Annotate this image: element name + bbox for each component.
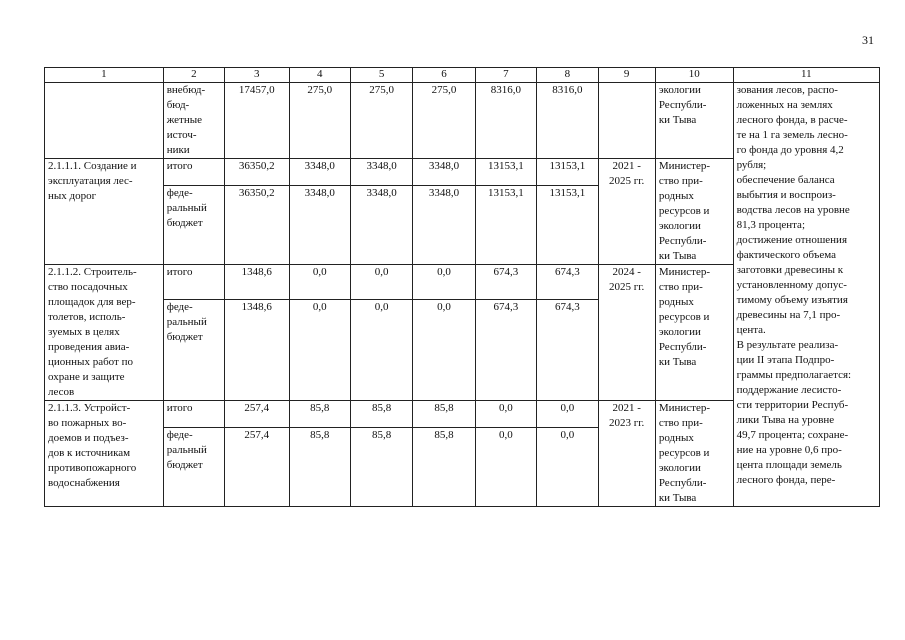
header-cell-4: 4 bbox=[289, 68, 350, 83]
cont-col2 bbox=[163, 83, 224, 159]
source-federal bbox=[163, 428, 224, 507]
text-line: внебюд- bbox=[166, 84, 206, 96]
text-line: ство посадочных bbox=[48, 281, 128, 293]
text-line: родных bbox=[658, 296, 694, 308]
text-line: установленному допус- bbox=[736, 279, 847, 291]
text-line: ресурсов и bbox=[658, 311, 710, 323]
text-line: ники bbox=[166, 144, 190, 156]
executor bbox=[655, 159, 733, 265]
federal-value: 85,8 bbox=[413, 428, 475, 507]
cont-col8: 8316,0 bbox=[537, 83, 598, 159]
total-value: 1348,6 bbox=[225, 265, 289, 300]
text-line: лесов bbox=[48, 386, 75, 398]
text-line: ки Тыва bbox=[658, 356, 697, 368]
total-value: 3348,0 bbox=[413, 159, 475, 186]
text-line: ресурсов и bbox=[658, 447, 710, 459]
total-value: 85,8 bbox=[289, 401, 350, 428]
text-line: доемов и подъез- bbox=[48, 432, 129, 444]
period bbox=[598, 265, 655, 401]
text-line: противопожарного bbox=[48, 462, 137, 474]
source-total: итого bbox=[163, 265, 224, 300]
header-cell-9: 9 bbox=[598, 68, 655, 83]
header-row bbox=[45, 68, 880, 83]
total-value: 0,0 bbox=[289, 265, 350, 300]
period bbox=[598, 401, 655, 507]
text-line: экологии bbox=[658, 220, 701, 232]
header-cell-6: 6 bbox=[413, 68, 475, 83]
federal-value: 0,0 bbox=[289, 300, 350, 401]
federal-value: 674,3 bbox=[537, 300, 598, 401]
total-value: 13153,1 bbox=[475, 159, 536, 186]
text-line: ционных работ по bbox=[48, 356, 133, 368]
cont-col1 bbox=[45, 83, 164, 159]
text-line: бюджет bbox=[166, 331, 203, 344]
text-line: ральный bbox=[166, 316, 207, 329]
continuation-row bbox=[45, 83, 880, 159]
federal-value: 36350,2 bbox=[225, 186, 289, 265]
text-line: граммы предполагается: bbox=[736, 369, 852, 381]
total-value: 3348,0 bbox=[289, 159, 350, 186]
text-line: Республи- bbox=[658, 477, 707, 489]
activity-name bbox=[45, 401, 164, 507]
text-line: охране и защите bbox=[48, 371, 125, 383]
text-line: ресурсов и bbox=[658, 205, 710, 217]
text-line: лесного фонда, пере- bbox=[736, 474, 836, 486]
text-line: во пожарных во- bbox=[48, 417, 127, 429]
federal-value: 0,0 bbox=[537, 428, 598, 507]
header-cell-5: 5 bbox=[350, 68, 412, 83]
federal-value: 674,3 bbox=[475, 300, 536, 401]
header-cell-3: 3 bbox=[225, 68, 289, 83]
text-line: Министер- bbox=[658, 266, 710, 278]
text-line: ложенных на землях bbox=[736, 99, 833, 111]
text-line: выбытия и воспроиз- bbox=[736, 189, 836, 201]
text-line: лики Тыва на уровне bbox=[736, 414, 835, 426]
text-line: проведения авиа- bbox=[48, 341, 130, 353]
total-value: 674,3 bbox=[537, 265, 598, 300]
federal-value: 257,4 bbox=[225, 428, 289, 507]
text-line: дов к источникам bbox=[48, 447, 131, 459]
text-line: 81,3 процента; bbox=[736, 219, 806, 231]
text-line: те на 1 га земель лесно- bbox=[736, 129, 848, 141]
text-line: бюджет bbox=[166, 459, 203, 472]
text-line: Министер- bbox=[658, 160, 710, 172]
table-body bbox=[45, 68, 880, 507]
text-line: ных дорог bbox=[48, 190, 97, 202]
text-line: площадок для вер- bbox=[48, 296, 136, 308]
text-line: зования лесов, распо- bbox=[736, 84, 838, 96]
text-line: го фонда до уровня 4,2 bbox=[736, 144, 844, 156]
text-line: цента площади земель bbox=[736, 459, 842, 471]
source-total: итого bbox=[163, 159, 224, 186]
total-value: 257,4 bbox=[225, 401, 289, 428]
text-line: ство при- bbox=[658, 175, 703, 187]
text-line: экологии bbox=[658, 84, 701, 96]
federal-value: 3348,0 bbox=[289, 186, 350, 265]
text-line: ние на уровне 0,6 про- bbox=[736, 444, 842, 456]
header-cell-7: 7 bbox=[475, 68, 536, 83]
text-line: бюджет bbox=[166, 217, 203, 230]
text-line: экологии bbox=[658, 326, 701, 338]
cont-col6: 275,0 bbox=[413, 83, 475, 159]
text-line: древесины на 7,1 про- bbox=[736, 309, 841, 321]
text-line: рубля; bbox=[736, 159, 767, 171]
text-line: 2025 гг. bbox=[609, 281, 645, 293]
text-line: феде- bbox=[166, 301, 193, 314]
header-cell-8: 8 bbox=[537, 68, 598, 83]
period bbox=[598, 159, 655, 265]
text-line: водоснабжения bbox=[48, 477, 120, 489]
federal-value: 0,0 bbox=[350, 300, 412, 401]
text-line: ки Тыва bbox=[658, 250, 697, 262]
text-line: Республи- bbox=[658, 99, 707, 111]
federal-value: 0,0 bbox=[413, 300, 475, 401]
text-line: лесного фонда, в расче- bbox=[736, 114, 848, 126]
text-line: заготовки древесины к bbox=[736, 264, 844, 276]
text-line: бюд- bbox=[166, 99, 190, 111]
total-value: 36350,2 bbox=[225, 159, 289, 186]
text-line: 2021 - bbox=[612, 402, 641, 414]
cont-col7: 8316,0 bbox=[475, 83, 536, 159]
text-line: 2023 гг. bbox=[609, 417, 645, 429]
federal-value: 1348,6 bbox=[225, 300, 289, 401]
text-line: ство при- bbox=[658, 417, 703, 429]
cont-col3: 17457,0 bbox=[225, 83, 289, 159]
results-column bbox=[733, 83, 879, 507]
total-value: 0,0 bbox=[350, 265, 412, 300]
cont-col5: 275,0 bbox=[350, 83, 412, 159]
total-value: 85,8 bbox=[413, 401, 475, 428]
text-line: жетные bbox=[166, 114, 202, 126]
text-line: ки Тыва bbox=[658, 492, 697, 504]
total-value: 0,0 bbox=[475, 401, 536, 428]
cont-col9 bbox=[598, 83, 655, 159]
source-federal bbox=[163, 300, 224, 401]
text-line: водства лесов на уровне bbox=[736, 204, 850, 216]
text-line: сти территории Респуб- bbox=[736, 399, 849, 411]
text-line: В результате реализа- bbox=[736, 339, 839, 351]
executor bbox=[655, 401, 733, 507]
text-line: ции II этапа Подпро- bbox=[736, 354, 835, 366]
cont-col10 bbox=[655, 83, 733, 159]
activity-name bbox=[45, 159, 164, 265]
header-cell-2: 2 bbox=[163, 68, 224, 83]
text-line: 2.1.1.3. Устройст- bbox=[48, 402, 131, 414]
activity-name bbox=[45, 265, 164, 401]
total-value: 85,8 bbox=[350, 401, 412, 428]
text-line: Министер- bbox=[658, 402, 710, 414]
text-line: 2.1.1.1. Создание и bbox=[48, 160, 137, 172]
text-line: достижение отношения bbox=[736, 234, 848, 246]
text-line: источ- bbox=[166, 129, 197, 141]
text-line: поддержание лесисто- bbox=[736, 384, 842, 396]
text-line: фактического объема bbox=[736, 249, 836, 261]
federal-value: 3348,0 bbox=[413, 186, 475, 265]
text-line: ральный bbox=[166, 202, 207, 215]
text-line: цента. bbox=[736, 324, 766, 336]
source-total: итого bbox=[163, 401, 224, 428]
text-line: толетов, исполь- bbox=[48, 311, 126, 323]
text-line: ральный bbox=[166, 444, 207, 457]
text-line: 49,7 процента; сохране- bbox=[736, 429, 849, 441]
federal-value: 85,8 bbox=[350, 428, 412, 507]
text-line: родных bbox=[658, 190, 694, 202]
program-table bbox=[44, 67, 880, 507]
total-value: 13153,1 bbox=[537, 159, 598, 186]
cont-col4: 275,0 bbox=[289, 83, 350, 159]
header-cell-11: 11 bbox=[733, 68, 879, 83]
text-line: Республи- bbox=[658, 235, 707, 247]
text-line: родных bbox=[658, 432, 694, 444]
text-line: тимому объему изъятия bbox=[736, 294, 848, 306]
total-value: 3348,0 bbox=[350, 159, 412, 186]
federal-value: 3348,0 bbox=[350, 186, 412, 265]
text-line: зуемых в целях bbox=[48, 326, 120, 338]
text-line: феде- bbox=[166, 429, 193, 442]
text-line: ство при- bbox=[658, 281, 703, 293]
header-cell-1: 1 bbox=[45, 68, 164, 83]
header-cell-10: 10 bbox=[655, 68, 733, 83]
text-line: эксплуатация лес- bbox=[48, 175, 133, 187]
text-line: обеспечение баланса bbox=[736, 174, 835, 186]
text-line: ки Тыва bbox=[658, 114, 697, 126]
text-line: феде- bbox=[166, 187, 193, 200]
federal-value: 13153,1 bbox=[475, 186, 536, 265]
text-line: 2021 - bbox=[612, 160, 641, 172]
text-line: 2.1.1.2. Строитель- bbox=[48, 266, 137, 278]
federal-value: 85,8 bbox=[289, 428, 350, 507]
executor bbox=[655, 265, 733, 401]
total-value: 0,0 bbox=[537, 401, 598, 428]
text-line: экологии bbox=[658, 462, 701, 474]
source-federal bbox=[163, 186, 224, 265]
total-value: 674,3 bbox=[475, 265, 536, 300]
text-line: Республи- bbox=[658, 341, 707, 353]
text-line: 2025 гг. bbox=[609, 175, 645, 187]
text-line: 2024 - bbox=[612, 266, 641, 278]
federal-value: 0,0 bbox=[475, 428, 536, 507]
total-value: 0,0 bbox=[413, 265, 475, 300]
page-number: 31 bbox=[862, 33, 874, 47]
federal-value: 13153,1 bbox=[537, 186, 598, 265]
